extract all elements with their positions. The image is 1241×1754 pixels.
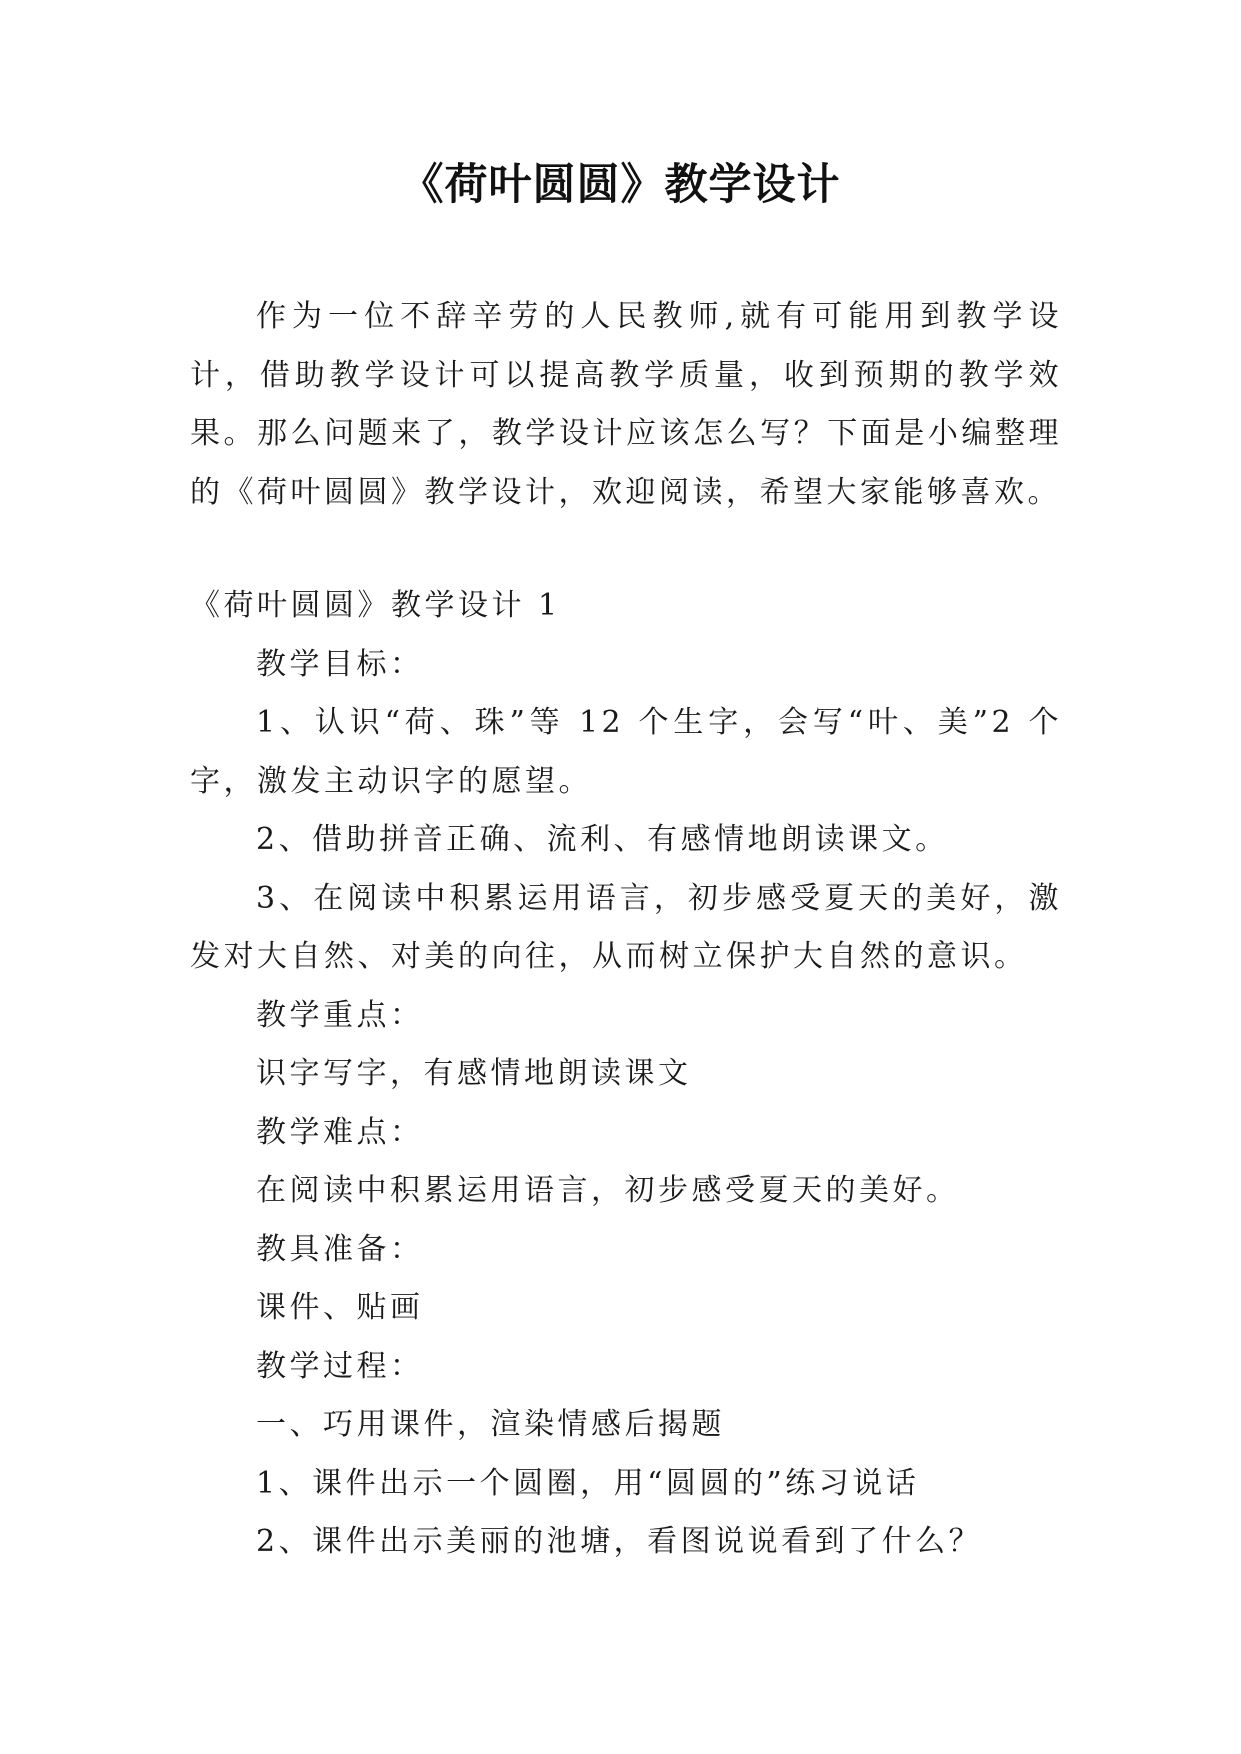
process-step-1-2: 2、课件出示美丽的池塘，看图说说看到了什么？ (256, 1524, 983, 1559)
difficulty-text: 在阅读中积累运用语言，初步感受夏天的美好。 (256, 1173, 960, 1208)
goal-item-2: 2、借助拼音正确、流利、有感情地朗读课文。 (256, 822, 949, 857)
goals-label: 教学目标： (256, 646, 424, 682)
document-title: 《荷叶圆圆》教学设计 (400, 160, 841, 210)
intro-paragraph: 作为一位不辞辛劳的人民教师,就有可能用到教学设计，借助教学设计可以提高教学质量，收到预期的教学效果。那么问题来了，教学设计应该怎么写？下面是小编整理的《荷叶圆圆》教学设计，欢迎阅读，希望大家能够喜欢。 (190, 299, 1062, 510)
process-step-1-1: 1、课件出示一个圆圈，用“圆圆的”练习说话 (256, 1465, 920, 1501)
difficulty-label: 教学难点： (256, 1114, 424, 1150)
materials-label: 教具准备： (256, 1231, 424, 1267)
materials-text: 课件、贴画 (256, 1290, 424, 1325)
goal-item-3: 3、在阅读中积累运用语言，初步感受夏天的美好，激发对大自然、对美的向往，从而树立保护大自然的意识。 (190, 880, 1062, 974)
key-points-text: 识字写字，有感情地朗读课文 (256, 1056, 692, 1091)
key-points-label: 教学重点： (256, 997, 424, 1033)
lesson-plan-body (190, 577, 1062, 1572)
process-label: 教学过程： (256, 1348, 424, 1384)
section-heading: 《荷叶圆圆》教学设计 1 (190, 588, 561, 623)
goal-item-1: 1、认识“荷、珠”等 12 个生字，会写“叶、美”2 个字，激发主动识字的愿望。 (190, 705, 1062, 799)
process-step-1: 一、巧用课件，渲染情感后揭题 (256, 1407, 725, 1442)
